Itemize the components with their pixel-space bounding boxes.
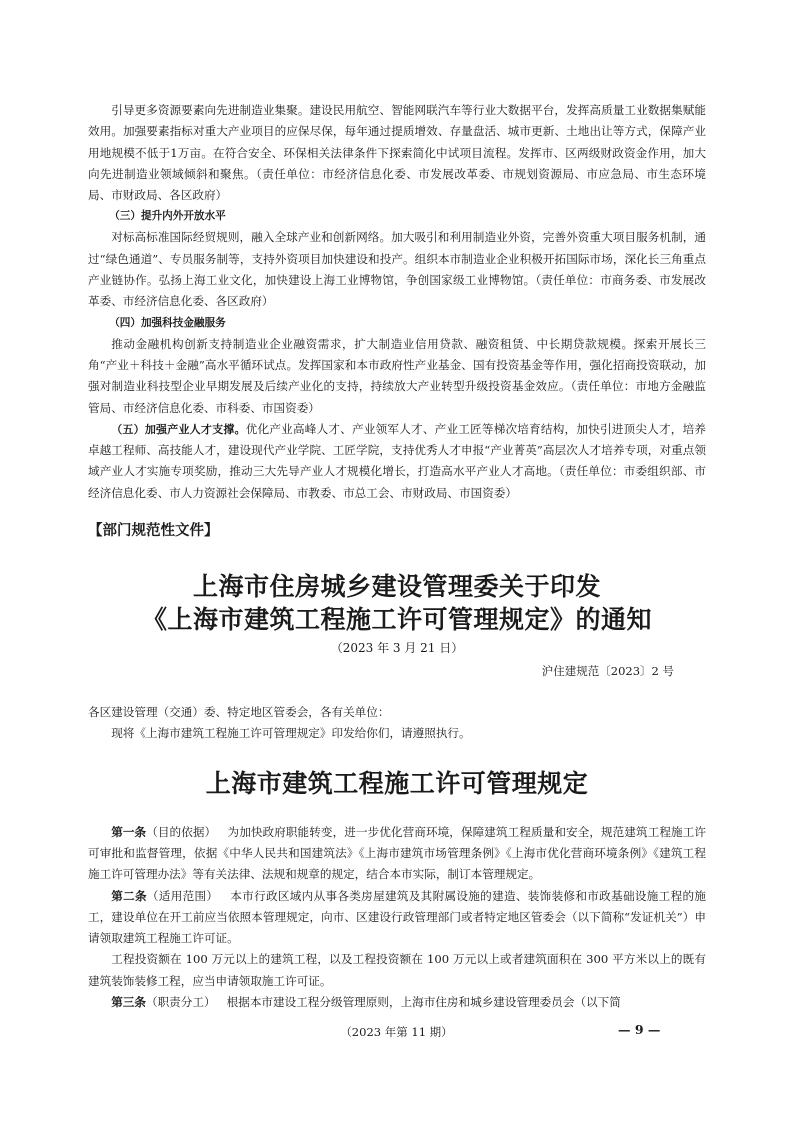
document-number: 沪住建规范〔2023〕2 号 bbox=[541, 664, 674, 679]
subsection-5 bbox=[88, 419, 706, 504]
article-2-sub: （适用范围） bbox=[146, 888, 219, 903]
regulation-title: 上海市建筑工程施工许可管理规定 bbox=[205, 768, 589, 798]
article-3 bbox=[88, 992, 706, 1013]
page-number: — 9 — bbox=[618, 1022, 661, 1037]
subsection-body-3: 对标高标准国际经贸规则，融入全球产业和创新网络。加大吸引和利用制造业外资，完善外资重大项目服务机制，通过“绿色通道”、专员服务制等，支持外资项目加快建设和投产。组织本市制造业企业积极开拓国际市场，深化长三角重点产业链协作。弘扬上海工业文化，加快建设上海工业博物馆，争创国家级工业博物馆。（责任单位：市商务委、市发展改革委、市经济信息化委、各区政府） bbox=[88, 230, 706, 309]
subsection-body-5: 优化产业高峰人才、产业领军人才、产业工匠等梯次培育结构，加快引进顶尖人才，培养卓越工程师、高技能人才，建设现代产业学院、工匠学院，支持优秀人才申报“产业菁英”高层次人才培养专项，对重点领域产业人才实施专项奖励，推动三大先导产业人才规模化增长，打造高水平产业人才高地。（责任单位：市委组织部、市经济信息化委、市人力资源社会保障局、市教委、市总工会、市财政局、市国资委） bbox=[88, 421, 706, 500]
article-2-body: 本市行政区域内从事各类房屋建筑及其附属设施的建造、装饰装修和市政基础设施工程的施工，建设单位在开工前应当依照本管理规定，向市、区建设行政管理部门或者特定地区管委会（以下简称“发证机关”）申请领取建筑工程施工许可证。 bbox=[88, 888, 706, 946]
subsection-heading-4: （四）加强科技金融服务 bbox=[109, 316, 226, 329]
article-3-head: 第三条 bbox=[111, 995, 146, 1010]
subsection-heading-5: （五）加强产业人才支撑。 bbox=[111, 422, 246, 436]
article-3-sub: （职责分工） bbox=[145, 995, 216, 1010]
article-1-body: 为加快政府职能转变，进一步优化营商环境，保障建筑工程质量和安全，规范建筑工程施工许可审批和监督管理，依据《中华人民共和国建筑法》《上海市建筑市场管理条例》《上海市优化营商环境条例》《建筑工程施工许可管理办法》等有关法律、法规和规章的规定，结合本市实际，制订本管理规定。 bbox=[88, 824, 706, 882]
subsection-body-4: 推动金融机构创新支持制造业企业融资需求，扩大制造业信用贷款、融资租赁、中长期贷款规模。探索开展长三角“产业＋科技＋金融”高水平循环试点。发挥国家和本市政府性产业基金、国有投资基金等作用，强化招商投资联动，加强对制造业科技型企业早期发展及后续产业化的支持，持续放大产业转型升级投资基金效应。（责任单位：市地方金融监管局、市经济信息化委、市科委、市国资委） bbox=[88, 336, 706, 415]
article-3-body: 根据本市建设工程分级管理原则，上海市住房和城乡建设管理委员会（以下简 bbox=[226, 995, 621, 1010]
notice-title-line2: 《上海市建筑工程施工许可管理规定》的通知 bbox=[141, 605, 652, 635]
article-1-sub: （目的依据） bbox=[146, 824, 217, 839]
article-2 bbox=[88, 886, 706, 950]
intro-paragraph: 引导更多资源要素向先进制造业集聚。建设民用航空、智能网联汽车等行业大数据平台，发挥高质量工业数据集赋能效用。加强要素指标对重大产业项目的应保尽保，每年通过提质增效、存量盘活、城市更新、土地出让等方式，保障产业用地规模不低于1万亩。在符合安全、环保相关法律条件下探索简化中试项目流程。发挥市、区两级财政资金作用，加大向先进制造业领域倾斜和聚焦。（责任单位：市经济信息化委、市发展改革委、市规划资源局、市应急局、市生态环境局、市财政局、各区政府） bbox=[88, 103, 706, 203]
article-2-paragraph: 工程投资额在 100 万元以上的建筑工程，以及工程投资额在 100 万元以上或者建筑面积在 300 平方米以上的既有建筑装饰装修工程，应当申请领取施工许可证。 bbox=[88, 952, 706, 988]
notice-addressee: 各区建设管理（交通）委、特定地区管委会，各有关单位： bbox=[88, 705, 390, 720]
article-2-head: 第二条 bbox=[111, 888, 147, 903]
section-tag: 【部门规范性文件】 bbox=[88, 523, 219, 540]
article-1 bbox=[88, 822, 706, 886]
article-1-head: 第一条 bbox=[111, 824, 147, 839]
document-page bbox=[88, 100, 706, 1013]
notice-date: （2023 年 3 月 21 日） bbox=[330, 641, 464, 656]
footer-issue: （2023 年第 11 期） bbox=[340, 1025, 453, 1039]
notice-body: 现将《上海市建筑工程施工许可管理规定》印发给你们，请遵照执行。 bbox=[111, 726, 471, 741]
subsection-heading-3: （三）提升内外开放水平 bbox=[109, 210, 226, 223]
notice-title-line1: 上海市住房城乡建设管理委关于印发 bbox=[192, 572, 601, 602]
